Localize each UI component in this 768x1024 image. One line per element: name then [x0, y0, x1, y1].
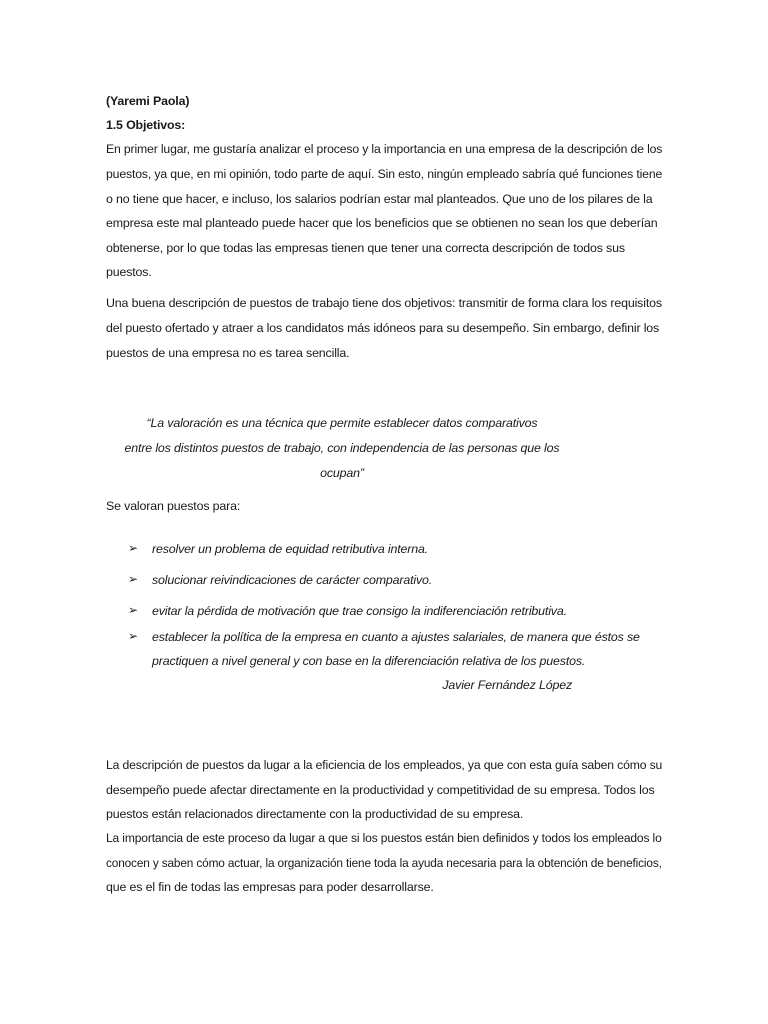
paragraph1-line: obtenerse, por lo que todas las empresas tienen que tener una correcta descripción de todos sus: [106, 241, 625, 255]
quote-line: ocupan”: [320, 466, 364, 480]
paragraph1-line: puestos.: [106, 265, 152, 279]
paragraph3-line: que es el fin de todas las empresas para poder desarrollarse.: [106, 880, 434, 894]
list-intro: Se valoran puestos para:: [106, 499, 241, 513]
quote-line: “La valoración es una técnica que permite establecer datos comparativos: [146, 416, 538, 430]
arrow-bullet-icon: ➢: [128, 572, 139, 586]
bullet-item: solucionar reivindicaciones de carácter comparativo.: [152, 573, 433, 587]
quote-author: Javier Fernández López: [442, 678, 572, 692]
bullet-item: resolver un problema de equidad retributiva interna.: [152, 542, 428, 556]
arrow-bullet-icon: ➢: [128, 541, 139, 555]
arrow-bullet-icon: ➢: [128, 603, 139, 617]
paragraph1-line: empresa este mal planteado puede hacer que los beneficios que se obtienen no sean los que deberían: [106, 216, 658, 230]
bullet-item-continuation: practiquen a nivel general y con base en la diferenciación relativa de los puestos.: [152, 654, 586, 668]
paragraph3-line: desempeño puede afectar directamente en la productividad y competitividad de su empresa. Todos los: [106, 783, 655, 797]
paragraph3-line: conocen y saben cómo actuar, la organización tiene toda la ayuda necesaria para la obtención de beneficios,: [106, 856, 662, 870]
arrow-bullet-icon: ➢: [128, 629, 139, 643]
paragraph1-line: o no tiene que hacer, e incluso, los salarios podrían estar mal planteados. Que uno de los pilares de la: [106, 192, 653, 206]
author-tag: (Yaremi Paola): [106, 94, 190, 108]
bullet-item: evitar la pérdida de motivación que trae consigo la indiferenciación retributiva.: [152, 604, 567, 618]
section-heading: 1.5 Objetivos:: [106, 118, 186, 132]
paragraph2-line: Una buena descripción de puestos de trabajo tiene dos objetivos: transmitir de forma clara los requisitos: [106, 296, 662, 310]
paragraph2-line: puestos de una empresa no es tarea sencilla.: [106, 346, 350, 360]
paragraph1-line: puestos, ya que, en mi opinión, todo parte de aquí. Sin esto, ningún empleado sabría qué funciones tiene: [106, 167, 663, 181]
paragraph1-line: En primer lugar, me gustaría analizar el proceso y la importancia en una empresa de la descripción de los: [106, 142, 663, 156]
paragraph3-line: puestos están relacionados directamente con la productividad de su empresa.: [106, 807, 524, 821]
bullet-item: establecer la política de la empresa en cuanto a ajustes salariales, de manera que éstos se: [152, 630, 640, 644]
quote-line: entre los distintos puestos de trabajo, con independencia de las personas que los: [124, 441, 560, 455]
paragraph3-line: La descripción de puestos da lugar a la eficiencia de los empleados, ya que con esta guía saben cómo su: [106, 758, 663, 772]
paragraph3-line: La importancia de este proceso da lugar a que si los puestos están bien definidos y todos los empleados lo: [106, 831, 662, 845]
paragraph2-line: del puesto ofertado y atraer a los candidatos más idóneos para su desempeño. Sin embargo, definir los: [106, 321, 660, 335]
